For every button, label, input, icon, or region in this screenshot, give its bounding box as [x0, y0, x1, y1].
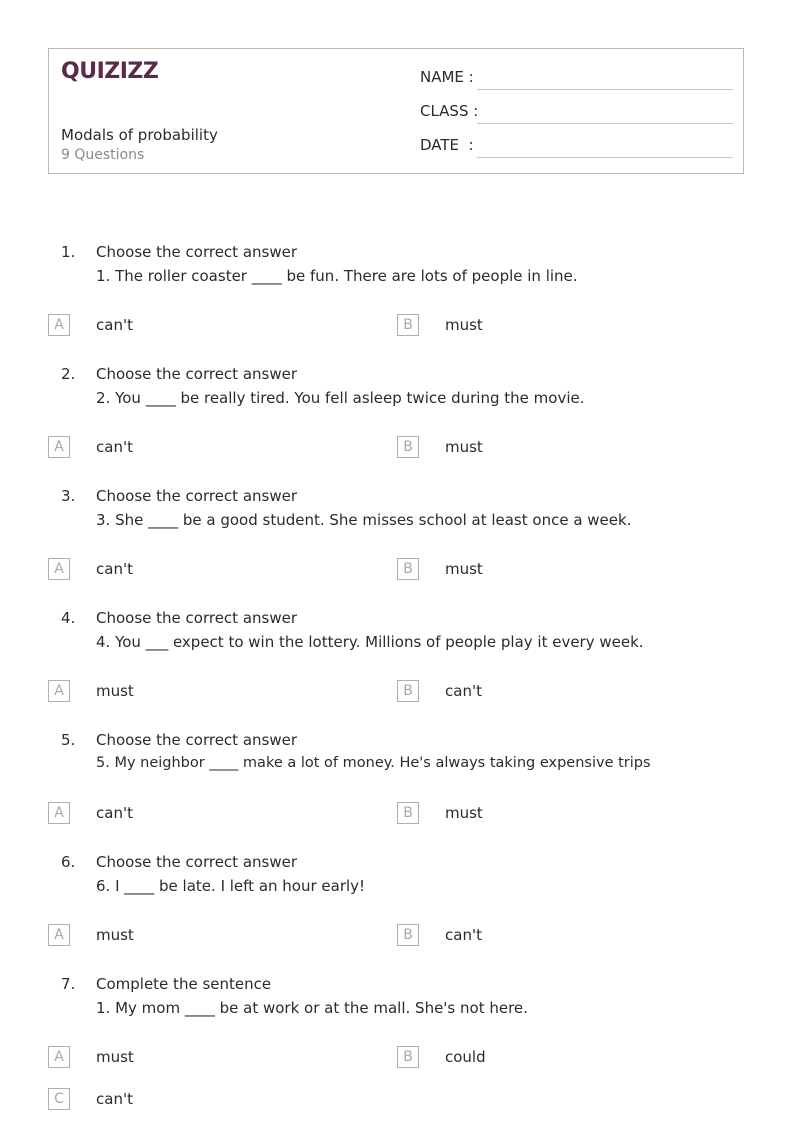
- name-line[interactable]: [477, 89, 733, 90]
- question-prompt: Choose the correct answer: [96, 609, 297, 627]
- option-a-box[interactable]: A: [48, 802, 70, 824]
- option-b-text: can't: [445, 926, 482, 944]
- option-b-box[interactable]: B: [397, 1046, 419, 1068]
- option-b-text: must: [445, 438, 483, 456]
- quizizz-logo: QUIZIZZ: [61, 59, 159, 84]
- question-text: 1. The roller coaster ____ be fun. There are lots of people in line.: [96, 267, 578, 285]
- question-text: 4. You ___ expect to win the lottery. Millions of people play it every week.: [96, 633, 644, 651]
- question-number: 2.: [61, 365, 76, 383]
- question-prompt: Choose the correct answer: [96, 365, 297, 383]
- option-a-text: can't: [96, 316, 133, 334]
- option-b-text: must: [445, 560, 483, 578]
- name-label: NAME :: [420, 68, 474, 86]
- option-a-box[interactable]: A: [48, 680, 70, 702]
- option-a-box[interactable]: A: [48, 1046, 70, 1068]
- option-a-text: can't: [96, 560, 133, 578]
- question-count: 9 Questions: [61, 147, 145, 163]
- option-c-text: can't: [96, 1090, 133, 1108]
- question-text: 2. You ____ be really tired. You fell asleep twice during the movie.: [96, 389, 585, 407]
- date-label: DATE :: [420, 136, 474, 154]
- option-b-box[interactable]: B: [397, 436, 419, 458]
- option-a-box[interactable]: A: [48, 924, 70, 946]
- question-prompt: Choose the correct answer: [96, 487, 297, 505]
- worksheet-header: [48, 48, 744, 174]
- option-c-box[interactable]: C: [48, 1088, 70, 1110]
- option-b-box[interactable]: B: [397, 558, 419, 580]
- option-b-box[interactable]: B: [397, 314, 419, 336]
- question-text: 3. She ____ be a good student. She misses school at least once a week.: [96, 511, 632, 529]
- option-b-text: can't: [445, 682, 482, 700]
- class-line[interactable]: [477, 123, 733, 124]
- question-number: 7.: [61, 975, 76, 993]
- option-a-box[interactable]: A: [48, 314, 70, 336]
- option-a-box[interactable]: A: [48, 558, 70, 580]
- question-number: 4.: [61, 609, 76, 627]
- question-number: 5.: [61, 731, 76, 749]
- question-text: 6. I ____ be late. I left an hour early!: [96, 877, 366, 895]
- worksheet-title: Modals of probability: [61, 126, 218, 144]
- option-b-box[interactable]: B: [397, 924, 419, 946]
- question-prompt: Choose the correct answer: [96, 853, 297, 871]
- option-b-text: must: [445, 804, 483, 822]
- option-b-box[interactable]: B: [397, 680, 419, 702]
- class-label: CLASS :: [420, 102, 479, 120]
- option-b-text: could: [445, 1048, 486, 1066]
- question-number: 3.: [61, 487, 76, 505]
- option-b-box[interactable]: B: [397, 802, 419, 824]
- question-prompt: Complete the sentence: [96, 975, 272, 993]
- option-a-text: must: [96, 1048, 134, 1066]
- option-a-text: can't: [96, 438, 133, 456]
- option-a-box[interactable]: A: [48, 436, 70, 458]
- option-a-text: must: [96, 926, 134, 944]
- date-line[interactable]: [477, 157, 733, 158]
- question-text: 1. My mom ____ be at work or at the mall. She's not here.: [96, 999, 528, 1017]
- option-a-text: must: [96, 682, 134, 700]
- question-number: 6.: [61, 853, 76, 871]
- option-a-text: can't: [96, 804, 133, 822]
- question-prompt: Choose the correct answer: [96, 243, 297, 261]
- question-number: 1.: [61, 243, 76, 261]
- question-prompt: Choose the correct answer: [96, 731, 297, 749]
- question-text: 5. My neighbor ____ make a lot of money. He's always taking expensive trips: [96, 755, 651, 771]
- option-b-text: must: [445, 316, 483, 334]
